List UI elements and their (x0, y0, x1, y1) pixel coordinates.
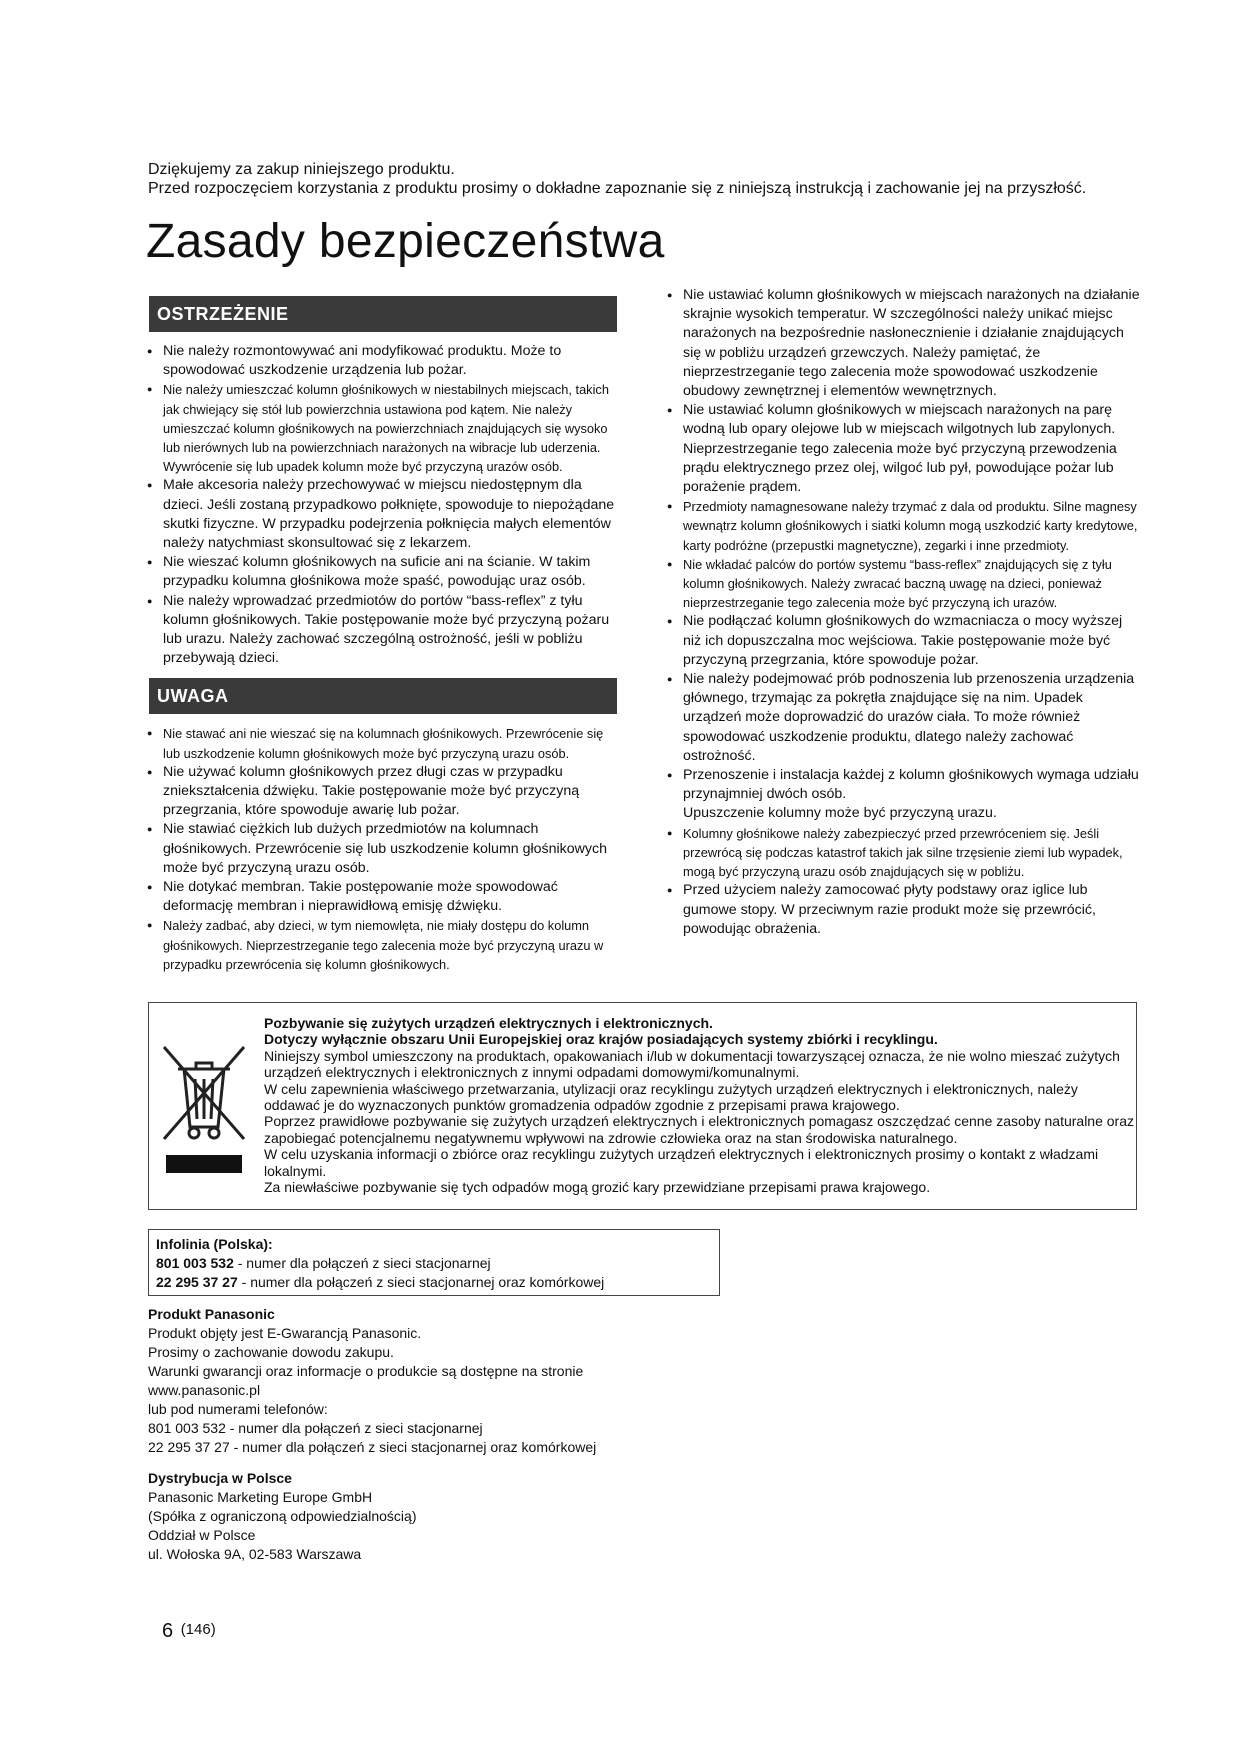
left-column (150, 296, 618, 974)
warning-list (150, 342, 618, 668)
warning-heading: OSTRZEŻENIE (149, 296, 617, 332)
right-column (670, 286, 1142, 939)
weee-heading-2: Dotyczy wyłącznie obszaru Unii Europejskiej oraz krajów posiadających systemy zbiórki i recyklingu. (264, 1031, 938, 1048)
distribution-heading: Dystrybucja w Polsce (148, 1470, 292, 1486)
page-number-main: 6 (162, 1620, 174, 1642)
distribution-line: (Spółka z ograniczoną odpowiedzialnością) (148, 1508, 417, 1524)
crossed-bin-icon (162, 1043, 246, 1175)
product-line: Prosimy o zachowanie dowodu zakupu. (148, 1344, 394, 1360)
distribution-line: Oddział w Polsce (148, 1527, 256, 1543)
phone-description: - numer dla połączeń z sieci stacjonarnej (233, 1255, 491, 1271)
product-line: 801 003 532 - numer dla połączeń z sieci stacjonarnej (148, 1420, 483, 1436)
warning-item: ● Nie wieszać kolumn głośnikowych na suficie ani na ścianie. W takim przypadku kolumna głośnikowa może spaść, powodując uraz osób. (150, 553, 618, 591)
right-list-2 (670, 824, 1142, 939)
product-website: www.panasonic.pl (148, 1382, 261, 1398)
warning-item: ● Nie należy wprowadzać przedmiotów do portów “bass-reflex” z tyłu kolumn głośnikowych. Takie postępowanie może być przyczyną pożaru lub urazu. Należy zachować szczególną ostrożność, jeśli w pobliżu przebywają dzieci. (150, 592, 618, 669)
infoline-heading: Infolinia (Polska): (156, 1236, 273, 1252)
product-heading: Produkt Panasonic (148, 1306, 275, 1322)
right-item: ● Przedmioty namagnesowane należy trzymać z dala od produktu. Silne magnesy wewnątrz kolumn głośnikowych i siatki kolumn mogą uszkodzić karty kredytowe, karty podróżne (przepustki magnetyczne), zegarki i inne przedmioty. (670, 497, 1142, 555)
weee-heading-1: Pozbywanie się zużytych urządzeń elektrycznych i elektronicznych. (264, 1015, 713, 1031)
right-item: ● Nie ustawiać kolumn głośnikowych w miejscach narażonych na działanie skrajnie wysokich temperatur. W szczególności należy unikać miejsc narażonych na bezpośrednie nasłonecznienie i działanie znajdujących się w pobliżu urządzeń grzewczych. Należy pamiętać, że nieprzestrzeganie tego zalecenia może spowodować uszkodzenie obudowy zewnętrznej i elementów wewnętrznych. (670, 286, 1142, 401)
caution-item: ● Nie dotykać membran. Takie postępowanie może spowodować deformację membran i nieprawidłową emisję dźwięku. (150, 878, 618, 916)
intro-line-1: Dziękujemy za zakup niniejszego produktu. (148, 161, 455, 178)
infoline-row (156, 1273, 712, 1292)
phone-number: 22 295 37 27 (156, 1274, 238, 1290)
weee-paragraph: Za niewłaściwe pozbywanie się tych odpadów mogą grozić kary przewidziane przepisami prawa krajowego. (264, 1179, 931, 1196)
product-line: Warunki gwarancji oraz informacje o produkcie są dostępne na stronie (148, 1363, 584, 1379)
distribution-line: ul. Wołoska 9A, 02-583 Warszawa (148, 1546, 362, 1562)
infoline-row (156, 1254, 712, 1273)
right-item: ● Kolumny głośnikowe należy zabezpieczyć przed przewróceniem się. Jeśli przewrócą się podczas katastrof takich jak silne trzęsienie ziemi lub wypadek, mogą być przyczyną urazu osób znajdujących się w pobliżu. (670, 824, 1142, 882)
right-item: ● Nie wkładać palców do portów systemu “bass-reflex” znajdujących się z tyłu kolumn głośnikowych. Należy zwracać baczną uwagę na dzieci, ponieważ nieprzestrzeganie tego zalecenia może być przyczyną ich urazów. (670, 555, 1142, 613)
infoline-box (148, 1229, 720, 1296)
right-item: ● Nie podłączać kolumn głośnikowych do wzmacniacza o mocy wyższej niż ich dopuszczalna moc wejściowa. Takie postępowanie może być przyczyną przegrzania, które spowoduje pożar. (670, 612, 1142, 670)
caution-item: ● Nie stawać ani nie wieszać się na kolumnach głośnikowych. Przewrócenie się lub uszkodzenie kolumn głośnikowych może być przyczyną urazu osób. (150, 724, 618, 762)
product-section (148, 1305, 748, 1457)
weee-paragraph: W celu uzyskania informacji o zbiórce oraz recyklingu zużytych urządzeń elektrycznych i elektronicznych prosimy o kontakt z władzami lokalnymi. (264, 1146, 1099, 1179)
warning-item: ● Nie należy umieszczać kolumn głośnikowych w niestabilnych miejscach, takich jak chwiejący się stół lub powierzchnia ustawiona pod kątem. Nie należy umieszczać kolumn głośnikowych na powierzchniach znajdujących się wysoko lub nierównych lub na powierzchniach narażonych na wibracje lub uderzenia. Wywrócenie się lub upadek kolumn może być przyczyną urazów osób. (150, 380, 618, 476)
intro-line-2: Przed rozpoczęciem korzystania z produktu prosimy o dokładne zapoznanie się z niniejszą instrukcją i zachowanie jej na przyszłość. (148, 180, 1087, 197)
right-item: ● Nie ustawiać kolumn głośnikowych w miejscach narażonych na parę wodną lub opary olejowe lub w miejscach wilgotnych lub zapylonych. Nieprzestrzeganie tego zalecenia może być przyczyną przewodzenia prądu elektrycznego przez olej, wilgoć lub pył, powodujące pożar lub porażenie prądem. (670, 401, 1142, 497)
warning-item: ● Małe akcesoria należy przechowywać w miejscu niedostępnym dla dzieci. Jeśli zostaną przypadkowo połknięte, spowoduje to niepożądane skutki fizyczne. W przypadku podejrzenia połknięcia małych elementów należy natychmiast skonsultować się z lekarzem. (150, 476, 618, 553)
page-number (162, 1620, 216, 1643)
product-line: Produkt objęty jest E-Gwarancją Panasonic. (148, 1325, 422, 1341)
product-line: 22 295 37 27 - numer dla połączeń z sieci stacjonarnej oraz komórkowej (148, 1439, 597, 1455)
phone-number: 801 003 532 (156, 1255, 234, 1271)
caution-item: ● Nie stawiać ciężkich lub dużych przedmiotów na kolumnach głośnikowych. Przewrócenie się lub uszkodzenie kolumn głośnikowych może być przyczyną urazu osób. (150, 820, 618, 878)
caution-list (150, 724, 618, 974)
weee-paragraph: Niniejszy symbol umieszczony na produktach, opakowaniach i/lub w dokumentacji towarzyszącej oznacza, że nie wolno mieszać zużytych urządzeń elektrycznych i elektronicznych z innymi odpadami domowymi/komunalnymi. (264, 1047, 1120, 1081)
product-line: lub pod numerami telefonów: (148, 1401, 328, 1417)
right-item: ● Przed użyciem należy zamocować płyty podstawy oraz iglice lub gumowe stopy. W przeciwnym razie produkt może się przewrócić, powodując obrażenia. (670, 881, 1142, 939)
right-list (670, 286, 1142, 804)
distribution-line: Panasonic Marketing Europe GmbH (148, 1489, 373, 1505)
weee-notice-box (148, 1002, 1137, 1210)
warning-item: ● Nie należy rozmontowywać ani modyfikować produktu. Może to spowodować uszkodzenie urządzenia lub pożar. (150, 342, 618, 380)
right-item: ● Nie należy podejmować prób podnoszenia lub przenoszenia urządzenia głównego, trzymając za pokrętła znajdujące się na nim. Upadek urządzeń może doprowadzić do urazów ciała. To może również spowodować uszkodzenie produktu, dlatego należy zachować ostrożność. (670, 670, 1142, 766)
weee-paragraph: W celu zapewnienia właściwego przetwarzania, utylizacji oraz recyklingu zużytych urządzeń elektrycznych i elektronicznych, należy oddawać je do wyznaczonych punktów gromadzenia odpadów zgodnie z przepisami prawa krajowego. (264, 1080, 1078, 1114)
weee-paragraph: Poprzez prawidłowe pozbywanie się zużytych urządzeń elektrycznych i elektronicznych pomagasz oszczędzać cenne zasoby naturalne oraz zapobiegać potencjalnemu negatywnemu wpływowi na zdrowie człowieka oraz na stan środowiska naturalnego. (264, 1113, 1134, 1146)
weee-text (264, 1015, 1134, 1195)
caution-item: ● Nie używać kolumn głośnikowych przez długi czas w przypadku zniekształcenia dźwięku. Takie postępowanie może być przyczyną przegrzania, które spowoduje awarię lub pożar. (150, 763, 618, 821)
phone-description: - numer dla połączeń z sieci stacjonarnej oraz komórkowej (237, 1274, 605, 1290)
distribution-section (148, 1469, 748, 1564)
right-continuation: Upuszczenie kolumny może być przyczyną urazu. (683, 805, 997, 822)
intro (148, 160, 1148, 198)
caution-item: ● Należy zadbać, aby dzieci, w tym niemowlęta, nie miały dostępu do kolumn głośnikowych. Nieprzestrzeganie tego zalecenia może być przyczyną urazu w przypadku przewrócenia się kolumn głośnikowych. (150, 916, 618, 974)
right-item: ● Przenoszenie i instalacja każdej z kolumn głośnikowych wymaga udziału przynajmniej dwóch osób. (670, 766, 1142, 804)
caution-heading: UWAGA (149, 678, 617, 714)
page-number-sub: (146) (180, 1621, 216, 1638)
page-title: Zasady bezpieczeństwa (146, 215, 665, 268)
